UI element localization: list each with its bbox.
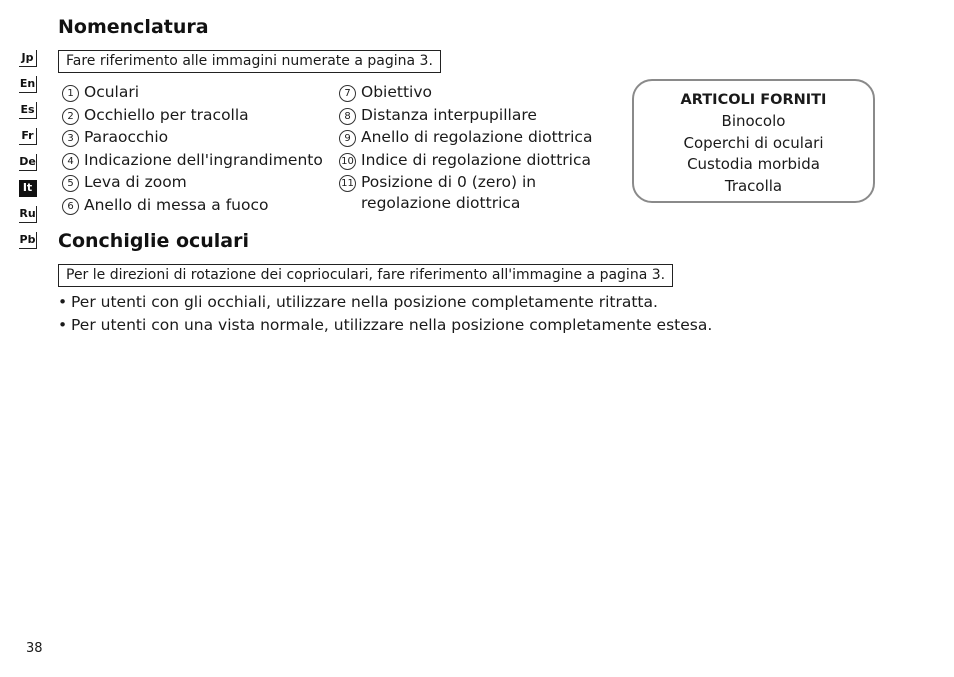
- part-number: 5: [62, 175, 79, 192]
- part-number: 6: [62, 198, 79, 215]
- part-item: [339, 82, 609, 105]
- section-title-eyecups: Conchiglie oculari: [58, 230, 250, 252]
- bullet-dot-icon: •: [58, 315, 68, 334]
- part-item: [62, 127, 332, 150]
- part-item: [62, 172, 332, 195]
- lang-tab-de: De: [19, 154, 37, 171]
- bullet-item: [58, 314, 712, 337]
- supplied-item: Binocolo: [721, 112, 786, 130]
- part-label: Obiettivo: [361, 83, 432, 101]
- bullet-item: [58, 291, 712, 314]
- bullet-dot-icon: •: [58, 293, 68, 311]
- language-tabs: [19, 50, 39, 258]
- supplied-item: Custodia morbida: [687, 155, 820, 173]
- section-title-nomenclature: Nomenclatura: [58, 16, 209, 38]
- part-number: 2: [62, 108, 79, 125]
- part-label: Paraocchio: [84, 128, 169, 147]
- part-item: [62, 195, 332, 218]
- part-item: [62, 150, 332, 173]
- lang-tab-ru: Ru: [19, 206, 37, 223]
- part-number: 10: [339, 153, 356, 170]
- part-label: Leva di zoom: [84, 173, 187, 192]
- page-number: 38: [26, 641, 43, 656]
- eyecup-bullet-list: [58, 291, 712, 336]
- parts-list-left: [62, 82, 332, 218]
- part-item: [62, 105, 332, 128]
- parts-list-right: [339, 82, 609, 213]
- part-item: [339, 127, 609, 150]
- part-number: 4: [62, 153, 79, 170]
- part-label: Indicazione dell'ingrandimento: [84, 150, 323, 169]
- supplied-item: Tracolla: [724, 176, 783, 195]
- part-label: Distanza interpupillare: [361, 105, 537, 124]
- part-number: 9: [339, 130, 356, 147]
- part-item: [339, 172, 609, 213]
- supplied-items-box: [632, 79, 875, 203]
- lang-tab-it: It: [19, 180, 37, 197]
- reference-note-eyecups: Per le direzioni di rotazione dei coprioculari, fare riferimento all'immagine a pagina 3.: [58, 264, 673, 287]
- part-label: Occhiello per tracolla: [84, 105, 249, 124]
- lang-tab-pb: Pb: [19, 232, 37, 249]
- part-item: [62, 82, 332, 105]
- part-number: 7: [339, 85, 356, 102]
- bullet-text: Per utenti con gli occhiali, utilizzare nella posizione completamente ritratta.: [71, 293, 658, 311]
- part-number: 8: [339, 108, 356, 125]
- part-number: 1: [62, 85, 79, 102]
- supplied-items-title: ARTICOLI FORNITI: [680, 92, 827, 108]
- part-label: Oculari: [84, 83, 140, 101]
- part-number: 3: [62, 130, 79, 147]
- lang-tab-jp: Jp: [19, 50, 37, 67]
- supplied-item: Coperchi di oculari: [683, 133, 824, 152]
- part-label: Posizione di 0 (zero) in regolazione diottrica: [361, 173, 537, 213]
- part-label: Anello di messa a fuoco: [84, 195, 269, 214]
- part-label: Indice di regolazione diottrica: [361, 150, 591, 169]
- bullet-text: Per utenti con una vista normale, utilizzare nella posizione completamente estesa.: [71, 315, 713, 334]
- lang-tab-en: En: [19, 76, 37, 93]
- part-item: [339, 150, 609, 173]
- reference-note-nomenclature: Fare riferimento alle immagini numerate a pagina 3.: [58, 50, 441, 73]
- lang-tab-es: Es: [19, 102, 37, 119]
- part-item: [339, 105, 609, 128]
- part-label: Anello di regolazione diottrica: [361, 128, 593, 147]
- lang-tab-fr: Fr: [19, 128, 37, 145]
- part-number: 11: [339, 175, 356, 192]
